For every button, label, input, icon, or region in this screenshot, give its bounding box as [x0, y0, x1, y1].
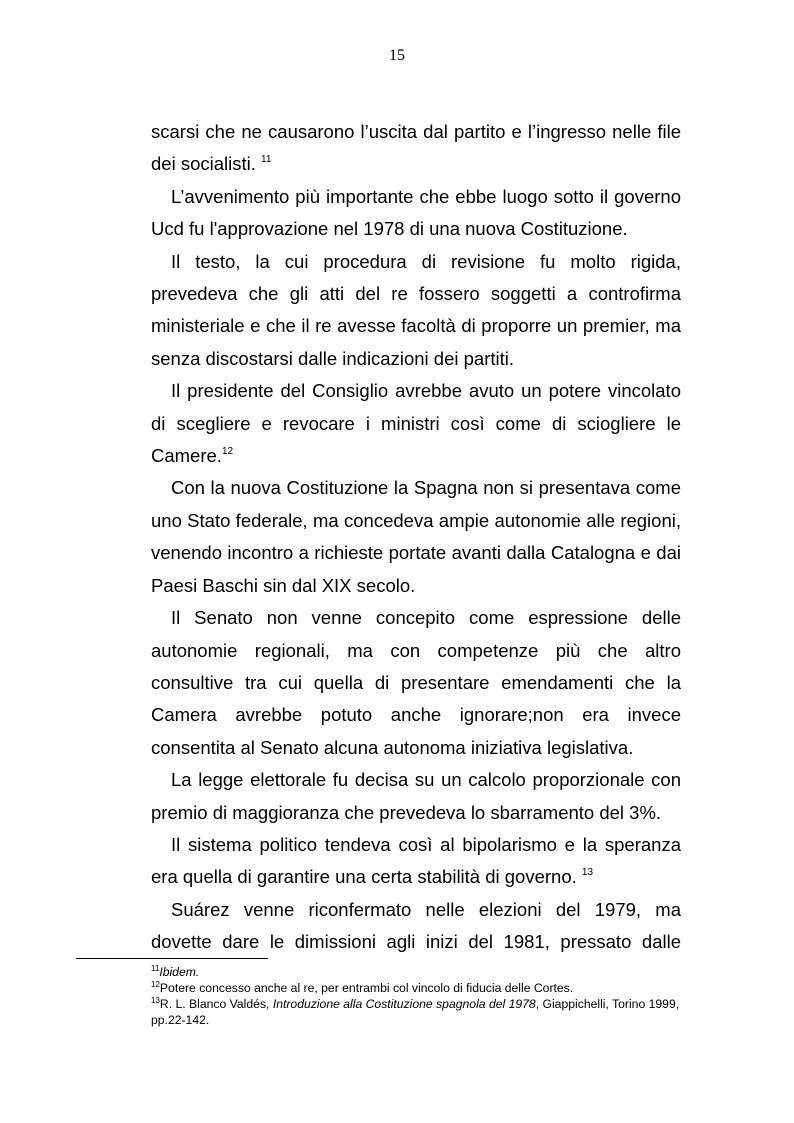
- footnote-12: $^{12}$Potere concesso anche al re, per entrambi col vincolo di fiducia delle Cortes.: [151, 980, 574, 995]
- paragraph-4: Il presidente del Consiglio avrebbe avuto un potere vincolato di scegliere e revocare i ministri così come di sciogliere le Camere.$^{12}$: [151, 380, 681, 467]
- paragraph-2: L’avvenimento più importante che ebbe luogo sotto il governo Ucd fu l'approvazione nel 1978 di una nuova Costituzione.: [151, 185, 681, 240]
- paragraph-1: scarsi che ne causarono l’uscita dal partito e l’ingresso nelle file dei socialisti. $^{11}$: [151, 121, 681, 175]
- footnote-ref-11: 11: [261, 154, 272, 166]
- footnote-separator: [76, 958, 268, 959]
- page-number: 15: [389, 47, 405, 64]
- body-text: [151, 116, 681, 959]
- footnote-ref-12: 12: [221, 446, 234, 458]
- footnote-11: $^{11}$Ibidem.: [151, 964, 200, 979]
- footnote-13: $^{13}$R. L. Blanco Valdés, Introduzione alla Costituzione spagnola del 1978, Giappichelli, Torino 1999, pp.22-142.: [151, 996, 680, 1027]
- footnotes: [151, 964, 696, 1028]
- paragraph-9: Suárez venne riconfermato nelle elezioni del 1979, ma dovette dare le dimissioni agli inizi del 1981, pressato dalle: [151, 898, 681, 953]
- paragraph-3: Il testo, la cui procedura di revisione fu molto rigida, prevedeva che gli atti del re fossero soggetti a controfirma ministeriale e che il re avesse facoltà di proporre un premier, ma senza discostarsi dalle indicazioni dei partiti.: [151, 250, 681, 369]
- paragraph-6: Il Senato non venne concepito come espressione delle autonomie regionali, ma con competenze più che altro consultive tra cui quella di presentare emendamenti che la Camera avrebbe potuto anche ignorare;non era invece consentita al Senato alcuna autonoma iniziativa legislativa.: [151, 607, 681, 758]
- paragraph-8: Il sistema politico tendeva così al bipolarismo e la speranza era quella di garantire una certa stabilità di governo. $^{13}$: [151, 833, 681, 888]
- paragraph-7: La legge elettorale fu decisa su un calcolo proporzionale con premio di maggioranza che prevedeva lo sbarramento del 3%.: [151, 769, 681, 823]
- paragraph-5: Con la nuova Costituzione la Spagna non si presentava come uno Stato federale, ma concedeva ampie autonomie alle regioni, venendo incontro a richieste portate avanti dalla Catalogna e dai Paesi Baschi sin dal XIX secolo.: [151, 477, 681, 596]
- footnote-ref-13: 13: [581, 867, 594, 879]
